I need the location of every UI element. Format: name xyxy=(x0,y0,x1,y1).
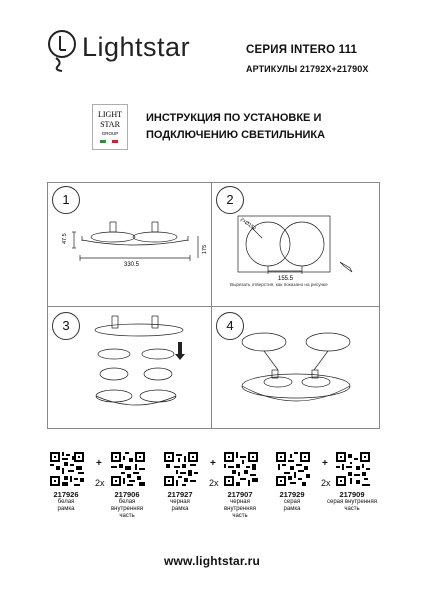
qr-code-icon xyxy=(224,452,258,486)
instruction-title-line1: ИНСТРУКЦИЯ ПО УСТАНОВКЕ И xyxy=(146,112,322,124)
step-1-drawing xyxy=(60,214,208,274)
product-desc: белая внутренняя часть xyxy=(110,499,144,519)
panel-divider-horizontal xyxy=(47,306,379,307)
step-1-number: 1 xyxy=(52,186,80,214)
instruction-title-line2: ПОДКЛЮЧЕНИЮ СВЕТИЛЬНИКА xyxy=(146,129,326,141)
instruction-title xyxy=(146,110,386,144)
product-code: 217906 xyxy=(114,490,140,499)
step-3-number: 3 xyxy=(52,312,80,340)
step-1-width: 330.5 xyxy=(124,262,140,268)
plus-sign: + xyxy=(210,458,216,469)
group-logo-line2: STAR xyxy=(100,120,120,129)
product-code: 217909 xyxy=(339,490,365,499)
product-desc: серая внутренняя часть xyxy=(327,499,377,512)
product-desc: белая рамка xyxy=(57,499,75,512)
group-logo-line1: LIGHT xyxy=(98,110,122,119)
product-code: 217927 xyxy=(167,490,193,499)
plus-sign: + xyxy=(96,458,102,469)
group-logo xyxy=(92,104,128,150)
quantity-label: 2x xyxy=(95,478,105,488)
qr-code-icon xyxy=(50,452,84,486)
website-link[interactable]: www.lightstar.ru xyxy=(163,554,261,568)
step-1-depth: 175 xyxy=(202,244,208,254)
brand-name: Lightstar xyxy=(82,32,191,62)
plus-sign: + xyxy=(322,458,328,469)
step-4-drawing xyxy=(232,320,372,424)
product-code: 217926 xyxy=(53,490,79,499)
qr-code-icon xyxy=(164,452,198,486)
step-2-spacing: 155.5 xyxy=(278,276,294,282)
product-desc: черная внутренняя часть xyxy=(223,499,257,519)
step-3-drawing xyxy=(74,310,204,424)
step-4-number: 4 xyxy=(216,312,244,340)
quantity-label: 2x xyxy=(209,478,219,488)
quantity-label: 2x xyxy=(321,478,331,488)
brand-logo-icon xyxy=(44,28,80,72)
qr-code-icon xyxy=(111,452,145,486)
step-2-diameter: 2×Ø152 xyxy=(238,216,257,232)
step-2-drawing xyxy=(222,200,372,304)
articles-line: АРТИКУЛЫ 21792X+21790X xyxy=(246,64,369,74)
step-2-number: 2 xyxy=(216,186,244,214)
series-title: СЕРИЯ INTERO 111 xyxy=(246,44,358,56)
product-desc: серая рамка xyxy=(283,499,301,512)
panel-divider-vertical xyxy=(211,182,212,428)
product-code: 217907 xyxy=(227,490,253,499)
product-desc: черная рамка xyxy=(170,499,190,512)
qr-code-icon xyxy=(276,452,310,486)
group-logo-line3: GROUP xyxy=(101,131,119,136)
step-1-height: 47.5 xyxy=(62,233,68,244)
product-code: 217929 xyxy=(279,490,305,499)
qr-code-icon xyxy=(336,452,370,486)
step-2-caption: Вырезать отверстия, как показано на рисунке xyxy=(230,282,328,287)
